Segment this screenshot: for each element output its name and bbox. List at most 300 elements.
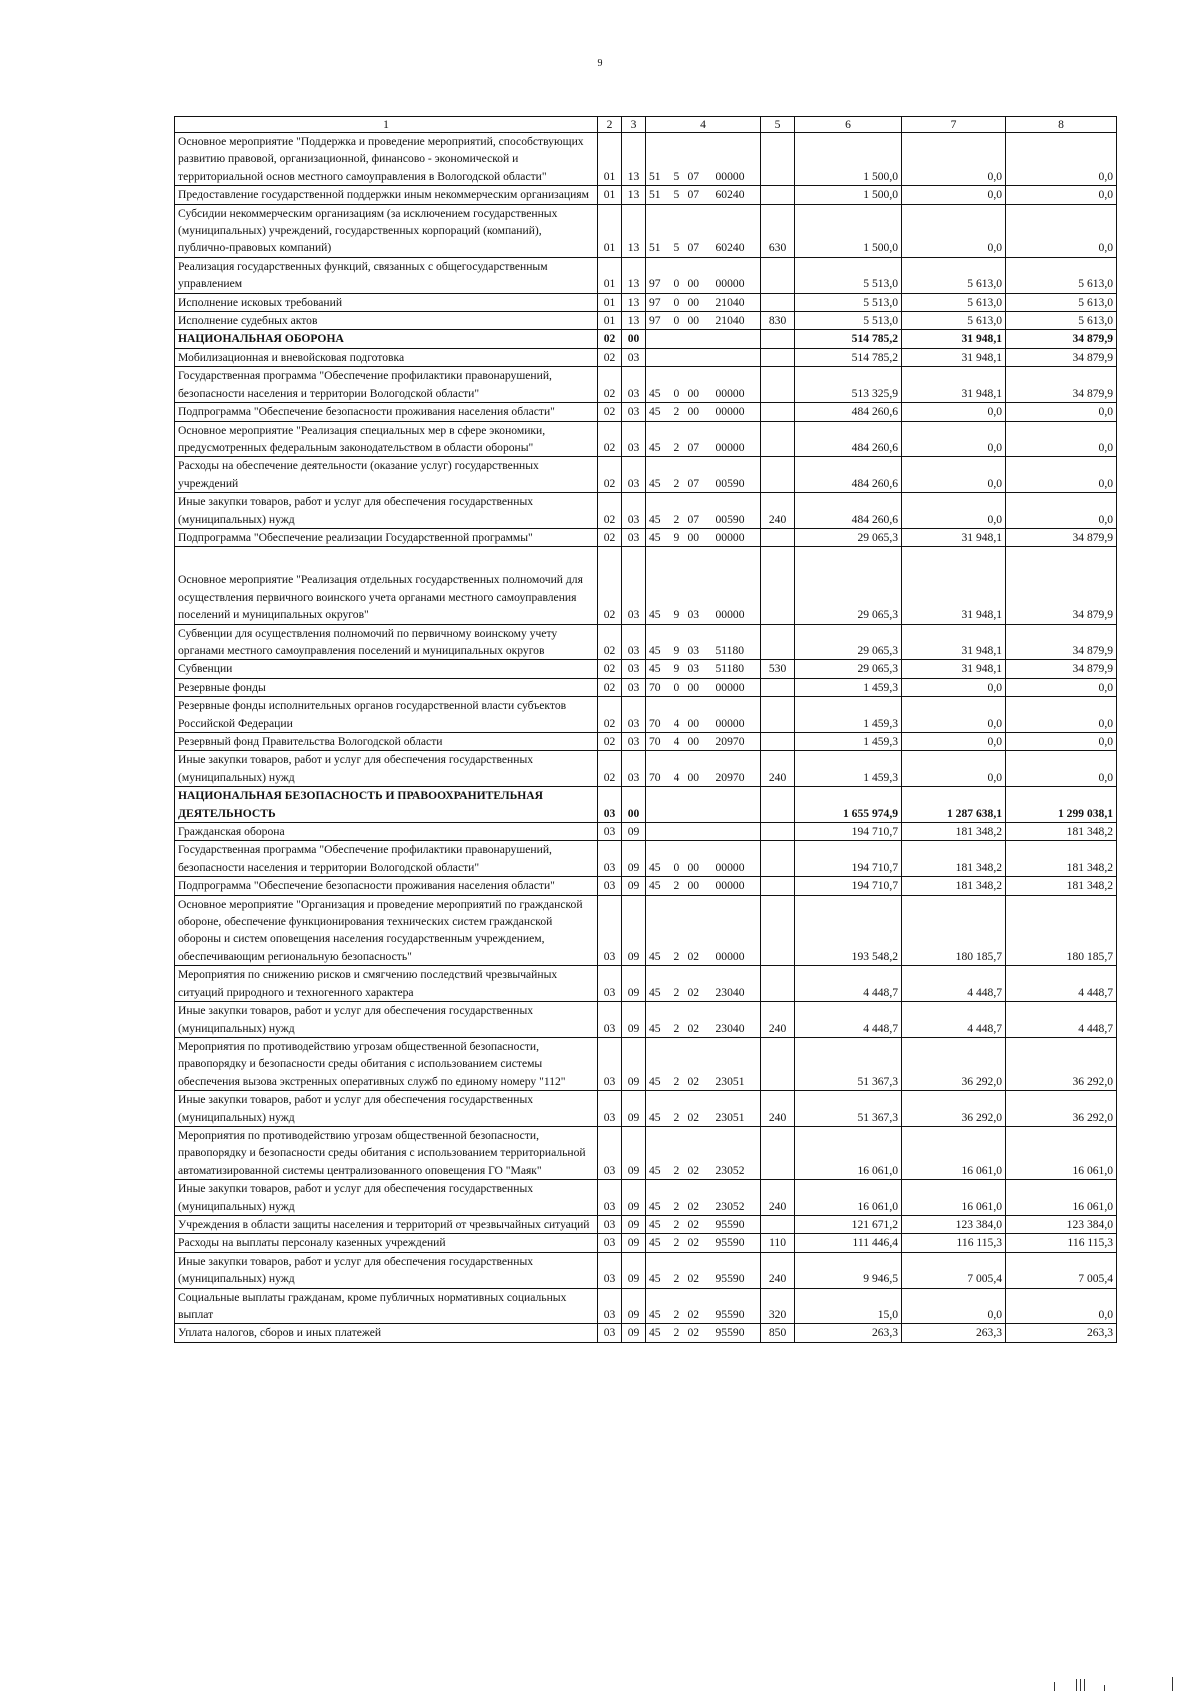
table-row	[175, 1091, 1117, 1127]
row-subsection: 03	[622, 733, 646, 751]
row-name: Иные закупки товаров, работ и услуг для обеспечения государственных (муниципальных) нужд	[175, 1091, 598, 1127]
row-subsection: 03	[622, 367, 646, 403]
row-target-program	[646, 787, 674, 823]
row-target-direction: 00000	[716, 528, 761, 546]
row-expense-type	[761, 697, 795, 733]
row-amount-col7: 31 948,1	[902, 660, 1006, 678]
row-target-direction: 00000	[716, 257, 761, 293]
table-row	[175, 312, 1117, 330]
row-target-measure	[688, 823, 716, 841]
row-amount-col8: 0,0	[1006, 204, 1117, 257]
row-expense-type: 240	[761, 1002, 795, 1038]
row-subsection: 09	[622, 895, 646, 966]
row-section: 02	[598, 697, 622, 733]
row-target-program: 45	[646, 660, 674, 678]
row-target-direction: 00590	[716, 493, 761, 529]
row-expense-type: 240	[761, 1252, 795, 1288]
row-target-program: 45	[646, 403, 674, 421]
row-target-measure: 07	[688, 457, 716, 493]
row-target-program: 45	[646, 877, 674, 895]
table-row	[175, 877, 1117, 895]
row-name: Исполнение судебных актов	[175, 312, 598, 330]
header-cell-8: 8	[1006, 117, 1117, 133]
row-name: Мероприятия по снижению рисков и смягчению последствий чрезвычайных ситуаций природного и техногенного характера	[175, 966, 598, 1002]
row-target-measure	[688, 787, 716, 823]
row-name: Иные закупки товаров, работ и услуг для обеспечения государственных (муниципальных) нужд	[175, 1002, 598, 1038]
row-target-subprogram: 0	[674, 841, 688, 877]
row-amount-col8: 34 879,9	[1006, 528, 1117, 546]
row-section: 03	[598, 1252, 622, 1288]
row-target-direction: 00000	[716, 367, 761, 403]
row-target-measure: 02	[688, 1126, 716, 1179]
row-amount-col6: 5 513,0	[795, 257, 902, 293]
row-target-direction: 95590	[716, 1324, 761, 1342]
row-amount-col6: 484 260,6	[795, 493, 902, 529]
row-section: 01	[598, 257, 622, 293]
row-section: 02	[598, 733, 622, 751]
row-amount-col8: 0,0	[1006, 697, 1117, 733]
row-target-direction	[716, 787, 761, 823]
row-target-subprogram	[674, 348, 688, 366]
row-amount-col8: 1 299 038,1	[1006, 787, 1117, 823]
row-target-direction: 23040	[716, 966, 761, 1002]
row-name: Гражданская оборона	[175, 823, 598, 841]
row-subsection: 09	[622, 1234, 646, 1252]
row-amount-col6: 1 459,3	[795, 751, 902, 787]
row-amount-col6: 1 459,3	[795, 678, 902, 696]
row-target-subprogram: 9	[674, 547, 688, 624]
row-amount-col6: 484 260,6	[795, 403, 902, 421]
row-amount-col6: 111 446,4	[795, 1234, 902, 1252]
row-target-measure	[688, 348, 716, 366]
row-amount-col6: 513 325,9	[795, 367, 902, 403]
row-amount-col6: 1 500,0	[795, 186, 902, 204]
budget-table	[174, 116, 1117, 1343]
row-target-direction: 20970	[716, 733, 761, 751]
table-row	[175, 1288, 1117, 1324]
header-cell-4: 4	[646, 117, 761, 133]
row-section: 03	[598, 823, 622, 841]
row-expense-type: 630	[761, 204, 795, 257]
row-amount-col7: 0,0	[902, 133, 1006, 186]
row-name: НАЦИОНАЛЬНАЯ БЕЗОПАСНОСТЬ И ПРАВООХРАНИТЕЛЬНАЯ ДЕЯТЕЛЬНОСТЬ	[175, 787, 598, 823]
row-target-direction: 21040	[716, 312, 761, 330]
row-amount-col7: 31 948,1	[902, 528, 1006, 546]
row-name: Учреждения в области защиты населения и территорий от чрезвычайных ситуаций	[175, 1215, 598, 1233]
row-amount-col8: 0,0	[1006, 1288, 1117, 1324]
row-target-subprogram: 0	[674, 678, 688, 696]
row-expense-type	[761, 257, 795, 293]
row-target-measure: 07	[688, 421, 716, 457]
row-target-subprogram: 0	[674, 312, 688, 330]
row-target-subprogram: 2	[674, 1091, 688, 1127]
row-target-measure: 02	[688, 1252, 716, 1288]
row-section: 02	[598, 547, 622, 624]
row-target-measure: 00	[688, 367, 716, 403]
row-amount-col7: 31 948,1	[902, 348, 1006, 366]
table-row	[175, 787, 1117, 823]
row-subsection: 03	[622, 528, 646, 546]
row-section: 03	[598, 1288, 622, 1324]
row-target-program	[646, 330, 674, 348]
table-body	[175, 133, 1117, 1343]
row-amount-col6: 51 367,3	[795, 1091, 902, 1127]
row-target-measure: 00	[688, 257, 716, 293]
table-row	[175, 293, 1117, 311]
row-target-measure: 00	[688, 312, 716, 330]
row-section: 03	[598, 895, 622, 966]
row-subsection: 03	[622, 421, 646, 457]
row-target-measure: 02	[688, 1091, 716, 1127]
row-expense-type	[761, 330, 795, 348]
row-target-subprogram: 2	[674, 403, 688, 421]
row-name: Основное мероприятие "Реализация отдельных государственных полномочий для осуществления первичного воинского учета органами местного самоуправления поселений и муниципальных округов"	[175, 547, 598, 624]
row-target-subprogram: 9	[674, 624, 688, 660]
row-amount-col6: 121 671,2	[795, 1215, 902, 1233]
row-expense-type	[761, 624, 795, 660]
row-section: 03	[598, 877, 622, 895]
row-subsection: 13	[622, 186, 646, 204]
row-section: 03	[598, 1037, 622, 1090]
row-target-direction: 00000	[716, 877, 761, 895]
table-row	[175, 493, 1117, 529]
row-target-direction: 00000	[716, 841, 761, 877]
table-row	[175, 186, 1117, 204]
table-row	[175, 624, 1117, 660]
row-target-direction: 00000	[716, 547, 761, 624]
row-target-program: 45	[646, 1037, 674, 1090]
header-cell-7: 7	[902, 117, 1006, 133]
row-amount-col6: 16 061,0	[795, 1126, 902, 1179]
row-name: Основное мероприятие "Организация и проведение мероприятий по гражданской обороне, обеспечение функционирования технических систем гражданской обороны и систем оповещения населения государственным учреждением, обеспечивающим региональную безопасность"	[175, 895, 598, 966]
row-target-direction	[716, 348, 761, 366]
row-target-subprogram: 2	[674, 1126, 688, 1179]
table-row	[175, 697, 1117, 733]
row-target-measure: 00	[688, 293, 716, 311]
row-name: Основное мероприятие "Реализация специальных мер в сфере экономики, предусмотренных федеральным законодательством в области обороны"	[175, 421, 598, 457]
row-target-program: 97	[646, 293, 674, 311]
row-amount-col7: 0,0	[902, 403, 1006, 421]
row-section: 03	[598, 841, 622, 877]
row-name: Уплата налогов, сборов и иных платежей	[175, 1324, 598, 1342]
row-amount-col6: 194 710,7	[795, 877, 902, 895]
row-target-direction: 20970	[716, 751, 761, 787]
row-expense-type: 830	[761, 312, 795, 330]
row-subsection: 09	[622, 1288, 646, 1324]
row-section: 03	[598, 1091, 622, 1127]
row-target-measure: 03	[688, 547, 716, 624]
row-target-measure: 02	[688, 1234, 716, 1252]
row-name: Реализация государственных функций, связанных с общегосударственным управлением	[175, 257, 598, 293]
row-section: 01	[598, 204, 622, 257]
row-amount-col8: 5 613,0	[1006, 257, 1117, 293]
row-expense-type	[761, 1215, 795, 1233]
row-amount-col7: 5 613,0	[902, 312, 1006, 330]
row-expense-type: 320	[761, 1288, 795, 1324]
row-amount-col8: 0,0	[1006, 457, 1117, 493]
row-amount-col6: 263,3	[795, 1324, 902, 1342]
row-target-program: 45	[646, 1215, 674, 1233]
row-target-direction: 00000	[716, 133, 761, 186]
row-subsection: 09	[622, 823, 646, 841]
table-row	[175, 403, 1117, 421]
row-amount-col7: 116 115,3	[902, 1234, 1006, 1252]
row-amount-col8: 181 348,2	[1006, 877, 1117, 895]
row-target-measure: 02	[688, 1002, 716, 1038]
row-target-program: 45	[646, 1126, 674, 1179]
row-section: 01	[598, 186, 622, 204]
row-target-direction: 21040	[716, 293, 761, 311]
row-name: Мероприятия по противодействию угрозам общественной безопасности, правопорядку и безопасности среды обитания с использованием территориальной автоматизированной системы централизованного оповещения ГО "Маяк"	[175, 1126, 598, 1179]
row-amount-col8: 0,0	[1006, 421, 1117, 457]
row-amount-col8: 123 384,0	[1006, 1215, 1117, 1233]
row-target-program: 45	[646, 1288, 674, 1324]
row-target-measure: 03	[688, 660, 716, 678]
row-target-direction	[716, 330, 761, 348]
row-subsection: 09	[622, 1002, 646, 1038]
row-target-measure: 07	[688, 133, 716, 186]
row-target-direction: 00000	[716, 678, 761, 696]
row-subsection: 09	[622, 877, 646, 895]
row-amount-col8: 5 613,0	[1006, 293, 1117, 311]
row-amount-col7: 0,0	[902, 421, 1006, 457]
row-name: Иные закупки товаров, работ и услуг для обеспечения государственных (муниципальных) нужд	[175, 751, 598, 787]
table-row	[175, 1037, 1117, 1090]
row-subsection: 03	[622, 403, 646, 421]
row-section: 02	[598, 403, 622, 421]
row-name: Расходы на обеспечение деятельности (оказание услуг) государственных учреждений	[175, 457, 598, 493]
row-target-measure: 00	[688, 751, 716, 787]
row-section: 02	[598, 493, 622, 529]
table-row	[175, 1002, 1117, 1038]
table-row	[175, 823, 1117, 841]
row-amount-col7: 16 061,0	[902, 1180, 1006, 1216]
row-amount-col8: 0,0	[1006, 403, 1117, 421]
row-target-program: 45	[646, 1091, 674, 1127]
table-row	[175, 528, 1117, 546]
page-number: 9	[597, 58, 603, 69]
row-subsection: 03	[622, 751, 646, 787]
row-amount-col7: 31 948,1	[902, 367, 1006, 403]
row-target-direction: 23051	[716, 1037, 761, 1090]
row-name: Расходы на выплаты персоналу казенных учреждений	[175, 1234, 598, 1252]
row-amount-col7: 31 948,1	[902, 330, 1006, 348]
row-target-direction: 23051	[716, 1091, 761, 1127]
row-name: Подпрограмма "Обеспечение реализации Государственной программы"	[175, 528, 598, 546]
row-expense-type	[761, 133, 795, 186]
table-row	[175, 1215, 1117, 1233]
row-target-subprogram: 5	[674, 204, 688, 257]
table-row	[175, 257, 1117, 293]
row-target-subprogram: 2	[674, 877, 688, 895]
row-target-subprogram: 2	[674, 457, 688, 493]
row-target-subprogram	[674, 330, 688, 348]
row-target-subprogram: 2	[674, 421, 688, 457]
row-target-program: 45	[646, 457, 674, 493]
row-name: Предоставление государственной поддержки иным некоммерческим организациям	[175, 186, 598, 204]
row-subsection: 09	[622, 1126, 646, 1179]
row-amount-col8: 16 061,0	[1006, 1126, 1117, 1179]
row-expense-type	[761, 293, 795, 311]
row-subsection: 13	[622, 312, 646, 330]
row-section: 02	[598, 528, 622, 546]
header-cell-3: 3	[622, 117, 646, 133]
row-amount-col7: 0,0	[902, 493, 1006, 529]
row-amount-col8: 0,0	[1006, 493, 1117, 529]
row-name: Субсидии некоммерческим организациям (за исключением государственных (муниципальных) учреждений, государственных корпораций (компаний), публично-правовых компаний)	[175, 204, 598, 257]
row-amount-col6: 9 946,5	[795, 1252, 902, 1288]
table-row	[175, 421, 1117, 457]
row-target-measure: 02	[688, 966, 716, 1002]
table-row	[175, 457, 1117, 493]
row-subsection: 03	[622, 457, 646, 493]
row-amount-col7: 31 948,1	[902, 547, 1006, 624]
row-amount-col8: 0,0	[1006, 133, 1117, 186]
row-target-direction	[716, 823, 761, 841]
row-name: Подпрограмма "Обеспечение безопасности проживания населения области"	[175, 403, 598, 421]
row-amount-col7: 36 292,0	[902, 1091, 1006, 1127]
row-target-subprogram: 2	[674, 493, 688, 529]
row-expense-type: 240	[761, 1091, 795, 1127]
row-amount-col8: 0,0	[1006, 733, 1117, 751]
row-target-program: 45	[646, 547, 674, 624]
row-subsection: 09	[622, 841, 646, 877]
row-target-measure: 02	[688, 1324, 716, 1342]
row-subsection: 03	[622, 348, 646, 366]
row-target-subprogram: 2	[674, 1180, 688, 1216]
row-target-subprogram: 2	[674, 1215, 688, 1233]
row-target-program: 45	[646, 1234, 674, 1252]
row-amount-col8: 34 879,9	[1006, 660, 1117, 678]
row-amount-col6: 16 061,0	[795, 1180, 902, 1216]
row-target-measure: 02	[688, 1037, 716, 1090]
table-row	[175, 204, 1117, 257]
row-target-subprogram: 9	[674, 528, 688, 546]
row-target-direction: 23052	[716, 1126, 761, 1179]
row-amount-col8: 0,0	[1006, 678, 1117, 696]
row-amount-col6: 4 448,7	[795, 966, 902, 1002]
table-row	[175, 841, 1117, 877]
row-expense-type	[761, 841, 795, 877]
row-target-program: 51	[646, 186, 674, 204]
row-target-measure: 07	[688, 204, 716, 257]
row-amount-col7: 36 292,0	[902, 1037, 1006, 1090]
table-row	[175, 367, 1117, 403]
row-amount-col8: 4 448,7	[1006, 966, 1117, 1002]
row-section: 03	[598, 1002, 622, 1038]
row-name: Иные закупки товаров, работ и услуг для обеспечения государственных (муниципальных) нужд	[175, 1252, 598, 1288]
row-target-program: 45	[646, 493, 674, 529]
row-target-program	[646, 823, 674, 841]
row-amount-col7: 0,0	[902, 186, 1006, 204]
table-row	[175, 348, 1117, 366]
row-subsection: 00	[622, 330, 646, 348]
row-subsection: 13	[622, 133, 646, 186]
row-subsection: 03	[622, 624, 646, 660]
row-target-subprogram	[674, 787, 688, 823]
row-target-direction: 95590	[716, 1234, 761, 1252]
row-target-subprogram: 2	[674, 966, 688, 1002]
row-section: 03	[598, 1234, 622, 1252]
row-expense-type: 240	[761, 751, 795, 787]
row-expense-type	[761, 547, 795, 624]
row-name: НАЦИОНАЛЬНАЯ ОБОРОНА	[175, 330, 598, 348]
row-target-subprogram: 4	[674, 733, 688, 751]
row-amount-col8: 180 185,7	[1006, 895, 1117, 966]
row-target-subprogram: 5	[674, 133, 688, 186]
row-section: 03	[598, 1126, 622, 1179]
table-row	[175, 678, 1117, 696]
row-target-subprogram: 2	[674, 1288, 688, 1324]
row-amount-col6: 51 367,3	[795, 1037, 902, 1090]
row-target-subprogram: 0	[674, 257, 688, 293]
row-amount-col6: 514 785,2	[795, 348, 902, 366]
row-name: Мобилизационная и вневойсковая подготовка	[175, 348, 598, 366]
row-target-measure: 00	[688, 528, 716, 546]
row-amount-col6: 1 459,3	[795, 733, 902, 751]
table-row	[175, 1324, 1117, 1342]
row-target-program: 45	[646, 367, 674, 403]
row-target-measure: 07	[688, 186, 716, 204]
row-target-subprogram: 2	[674, 895, 688, 966]
row-subsection: 03	[622, 493, 646, 529]
row-subsection: 09	[622, 1037, 646, 1090]
row-target-measure: 00	[688, 697, 716, 733]
row-amount-col6: 5 513,0	[795, 312, 902, 330]
row-amount-col6: 29 065,3	[795, 528, 902, 546]
row-section: 02	[598, 330, 622, 348]
row-target-program: 45	[646, 841, 674, 877]
row-section: 03	[598, 1324, 622, 1342]
row-section: 02	[598, 421, 622, 457]
row-section: 03	[598, 1215, 622, 1233]
row-target-program: 70	[646, 678, 674, 696]
row-target-direction: 51180	[716, 624, 761, 660]
table-header	[175, 117, 1117, 133]
row-amount-col7: 0,0	[902, 751, 1006, 787]
row-target-direction: 23052	[716, 1180, 761, 1216]
row-target-subprogram: 9	[674, 660, 688, 678]
row-amount-col8: 34 879,9	[1006, 624, 1117, 660]
row-section: 01	[598, 312, 622, 330]
row-subsection: 09	[622, 966, 646, 1002]
row-target-direction: 00000	[716, 895, 761, 966]
row-amount-col6: 4 448,7	[795, 1002, 902, 1038]
row-target-measure: 03	[688, 624, 716, 660]
row-target-program: 45	[646, 1324, 674, 1342]
row-section: 03	[598, 966, 622, 1002]
header-cell-6: 6	[795, 117, 902, 133]
row-target-subprogram: 2	[674, 1324, 688, 1342]
row-target-measure: 00	[688, 733, 716, 751]
row-expense-type	[761, 186, 795, 204]
row-target-measure: 02	[688, 1215, 716, 1233]
row-target-measure: 07	[688, 493, 716, 529]
row-name: Исполнение исковых требований	[175, 293, 598, 311]
row-amount-col6: 29 065,3	[795, 624, 902, 660]
table-row	[175, 1252, 1117, 1288]
row-name: Резервный фонд Правительства Вологодской области	[175, 733, 598, 751]
row-amount-col7: 16 061,0	[902, 1126, 1006, 1179]
row-target-measure: 00	[688, 841, 716, 877]
row-target-program: 70	[646, 733, 674, 751]
row-expense-type	[761, 895, 795, 966]
row-amount-col7: 0,0	[902, 733, 1006, 751]
row-target-subprogram: 2	[674, 1037, 688, 1090]
row-amount-col6: 29 065,3	[795, 547, 902, 624]
row-amount-col6: 15,0	[795, 1288, 902, 1324]
row-amount-col7: 123 384,0	[902, 1215, 1006, 1233]
